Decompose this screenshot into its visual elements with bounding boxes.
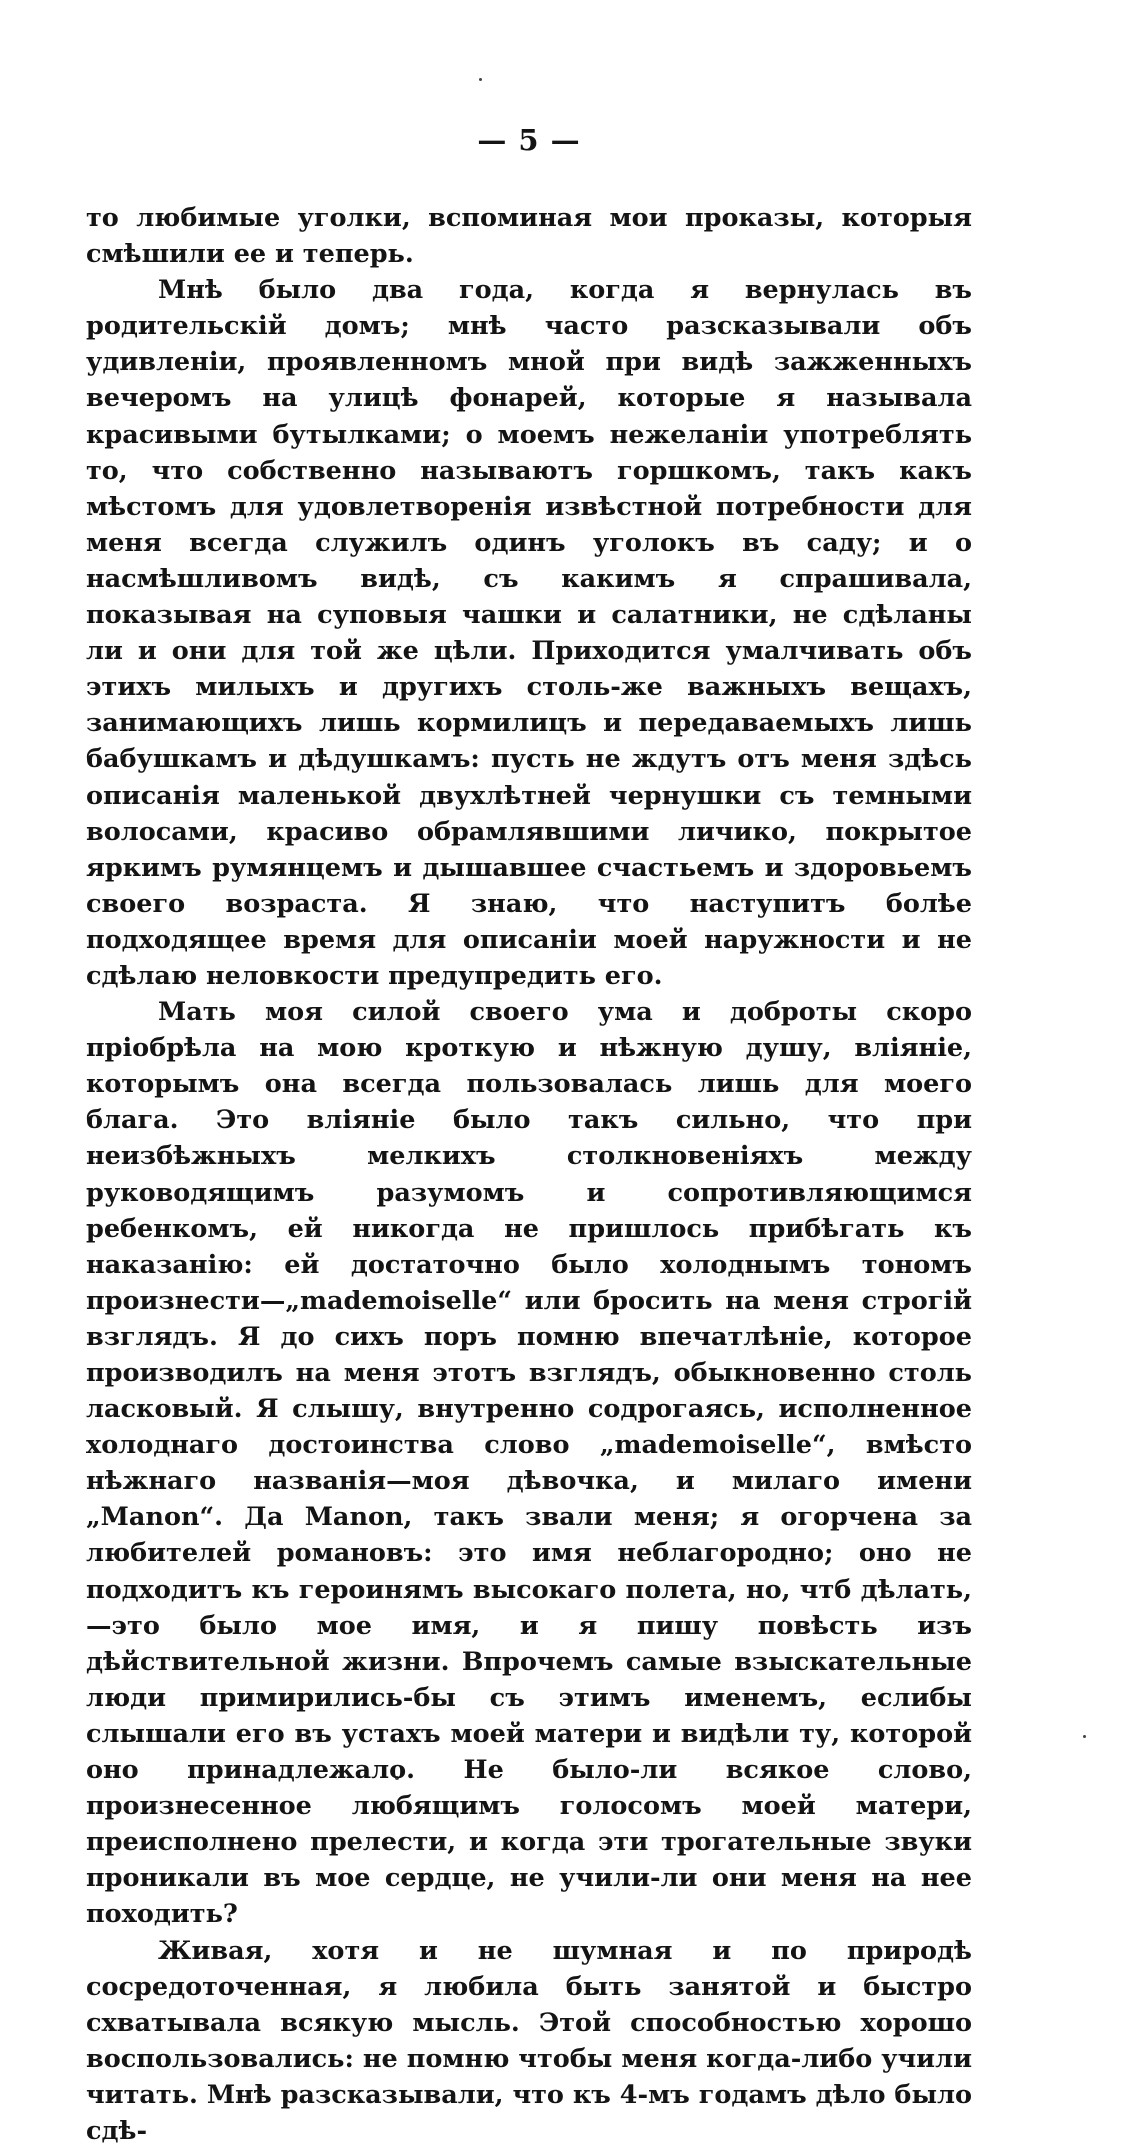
paragraph: Мать моя силой своего ума и доброты скоро пріобрѣла на мою кроткую и нѣжную душу, вліяніе, которымъ она всегда пользовалась лишь для моего блага. Это вліяніе было такъ сильно, что при неизбѣжныхъ мелкихъ столкновеніяхъ между руководящимъ разумомъ и сопротивляющимся ребенкомъ, ей никогда не пришлось прибѣгать къ наказанію: ей достаточно было холоднымъ тономъ произнести—„mademoiselle“ или бросить на меня строгій взглядъ. Я до сихъ поръ помню впечатлѣніе, которое производилъ на меня этотъ взглядъ, обыкновенно столь ласковый. Я слышу, внутренно содрогаясь, исполненное холоднаго достоинства слово „mademoiselle“, вмѣсто нѣжнаго названія—моя дѣвочка, и милаго имени „Manon“. Да Manon, такъ звали меня; я огорчена за любителей романовъ: это имя неблагородно; оно не подходитъ къ героинямъ высокаго полета, но, чтб дѣлать,—это было мое имя, и я пишу повѣсть изъ дѣйствительной жизни. Впрочемъ самые взыскательные люди примирились-бы съ этимъ именемъ, еслибы слышали его въ устахъ моей матери и видѣли ту, которой оно принадлежало. Не было-ли всякое слово, произнесенное любящимъ голосомъ моей матери, преисполнено прелести, и когда эти трогательные звуки проникали въ мое сердце, не учили-ли они меня на нее походить?	[86, 994, 972, 1932]
paragraph: Мнѣ было два года, когда я вернулась въ родительскій домъ; мнѣ часто разсказывали объ удивленіи, проявленномъ мной при видѣ зажженныхъ вечеромъ на улицѣ фонарей, которые я называла красивыми бутылками; о моемъ нежеланіи употреблять то, что собственно называютъ горшкомъ, такъ какъ мѣстомъ для удовлетворенія извѣстной потребности для меня всегда служилъ одинъ уголокъ въ саду; и о насмѣшливомъ видѣ, съ какимъ я спрашивала, показывая на суповыя чашки и салатники, не сдѣланы ли и они для той же цѣли. Приходится умалчивать объ этихъ милыхъ и другихъ столь-же важныхъ вещахъ, занимающихъ лишь кормилицъ и передаваемыхъ лишь бабушкамъ и дѣдушкамъ: пусть не ждутъ отъ меня здѣсь описанія маленькой двухлѣтней чернушки съ темными волосами, красиво обрамлявшими личико, покрытое яркимъ румянцемъ и дышавшее счастьемъ и здоровьемъ своего возраста. Я знаю, что наступитъ болѣе подходящее время для описаніи моей наружности и не сдѣлаю неловкости предупредить его.	[86, 272, 972, 994]
page-number: — 5 —	[86, 120, 972, 160]
paragraph: Живая, хотя и не шумная и по природѣ сосредоточенная, я любила быть занятой и быстро схватывала всякую мысль. Этой способностью хорошо воспользовались: не помню чтобы меня когда-либо учили читать. Мнѣ разсказывали, что къ 4-мъ годамъ дѣло было сдѣ-	[86, 1933, 972, 2149]
print-speck	[479, 78, 482, 81]
paragraph: то любимые уголки, вспоминая мои проказы, которыя смѣшили ее и теперь.	[86, 200, 972, 272]
book-page	[86, 120, 972, 2149]
print-speck	[1083, 1735, 1086, 1738]
